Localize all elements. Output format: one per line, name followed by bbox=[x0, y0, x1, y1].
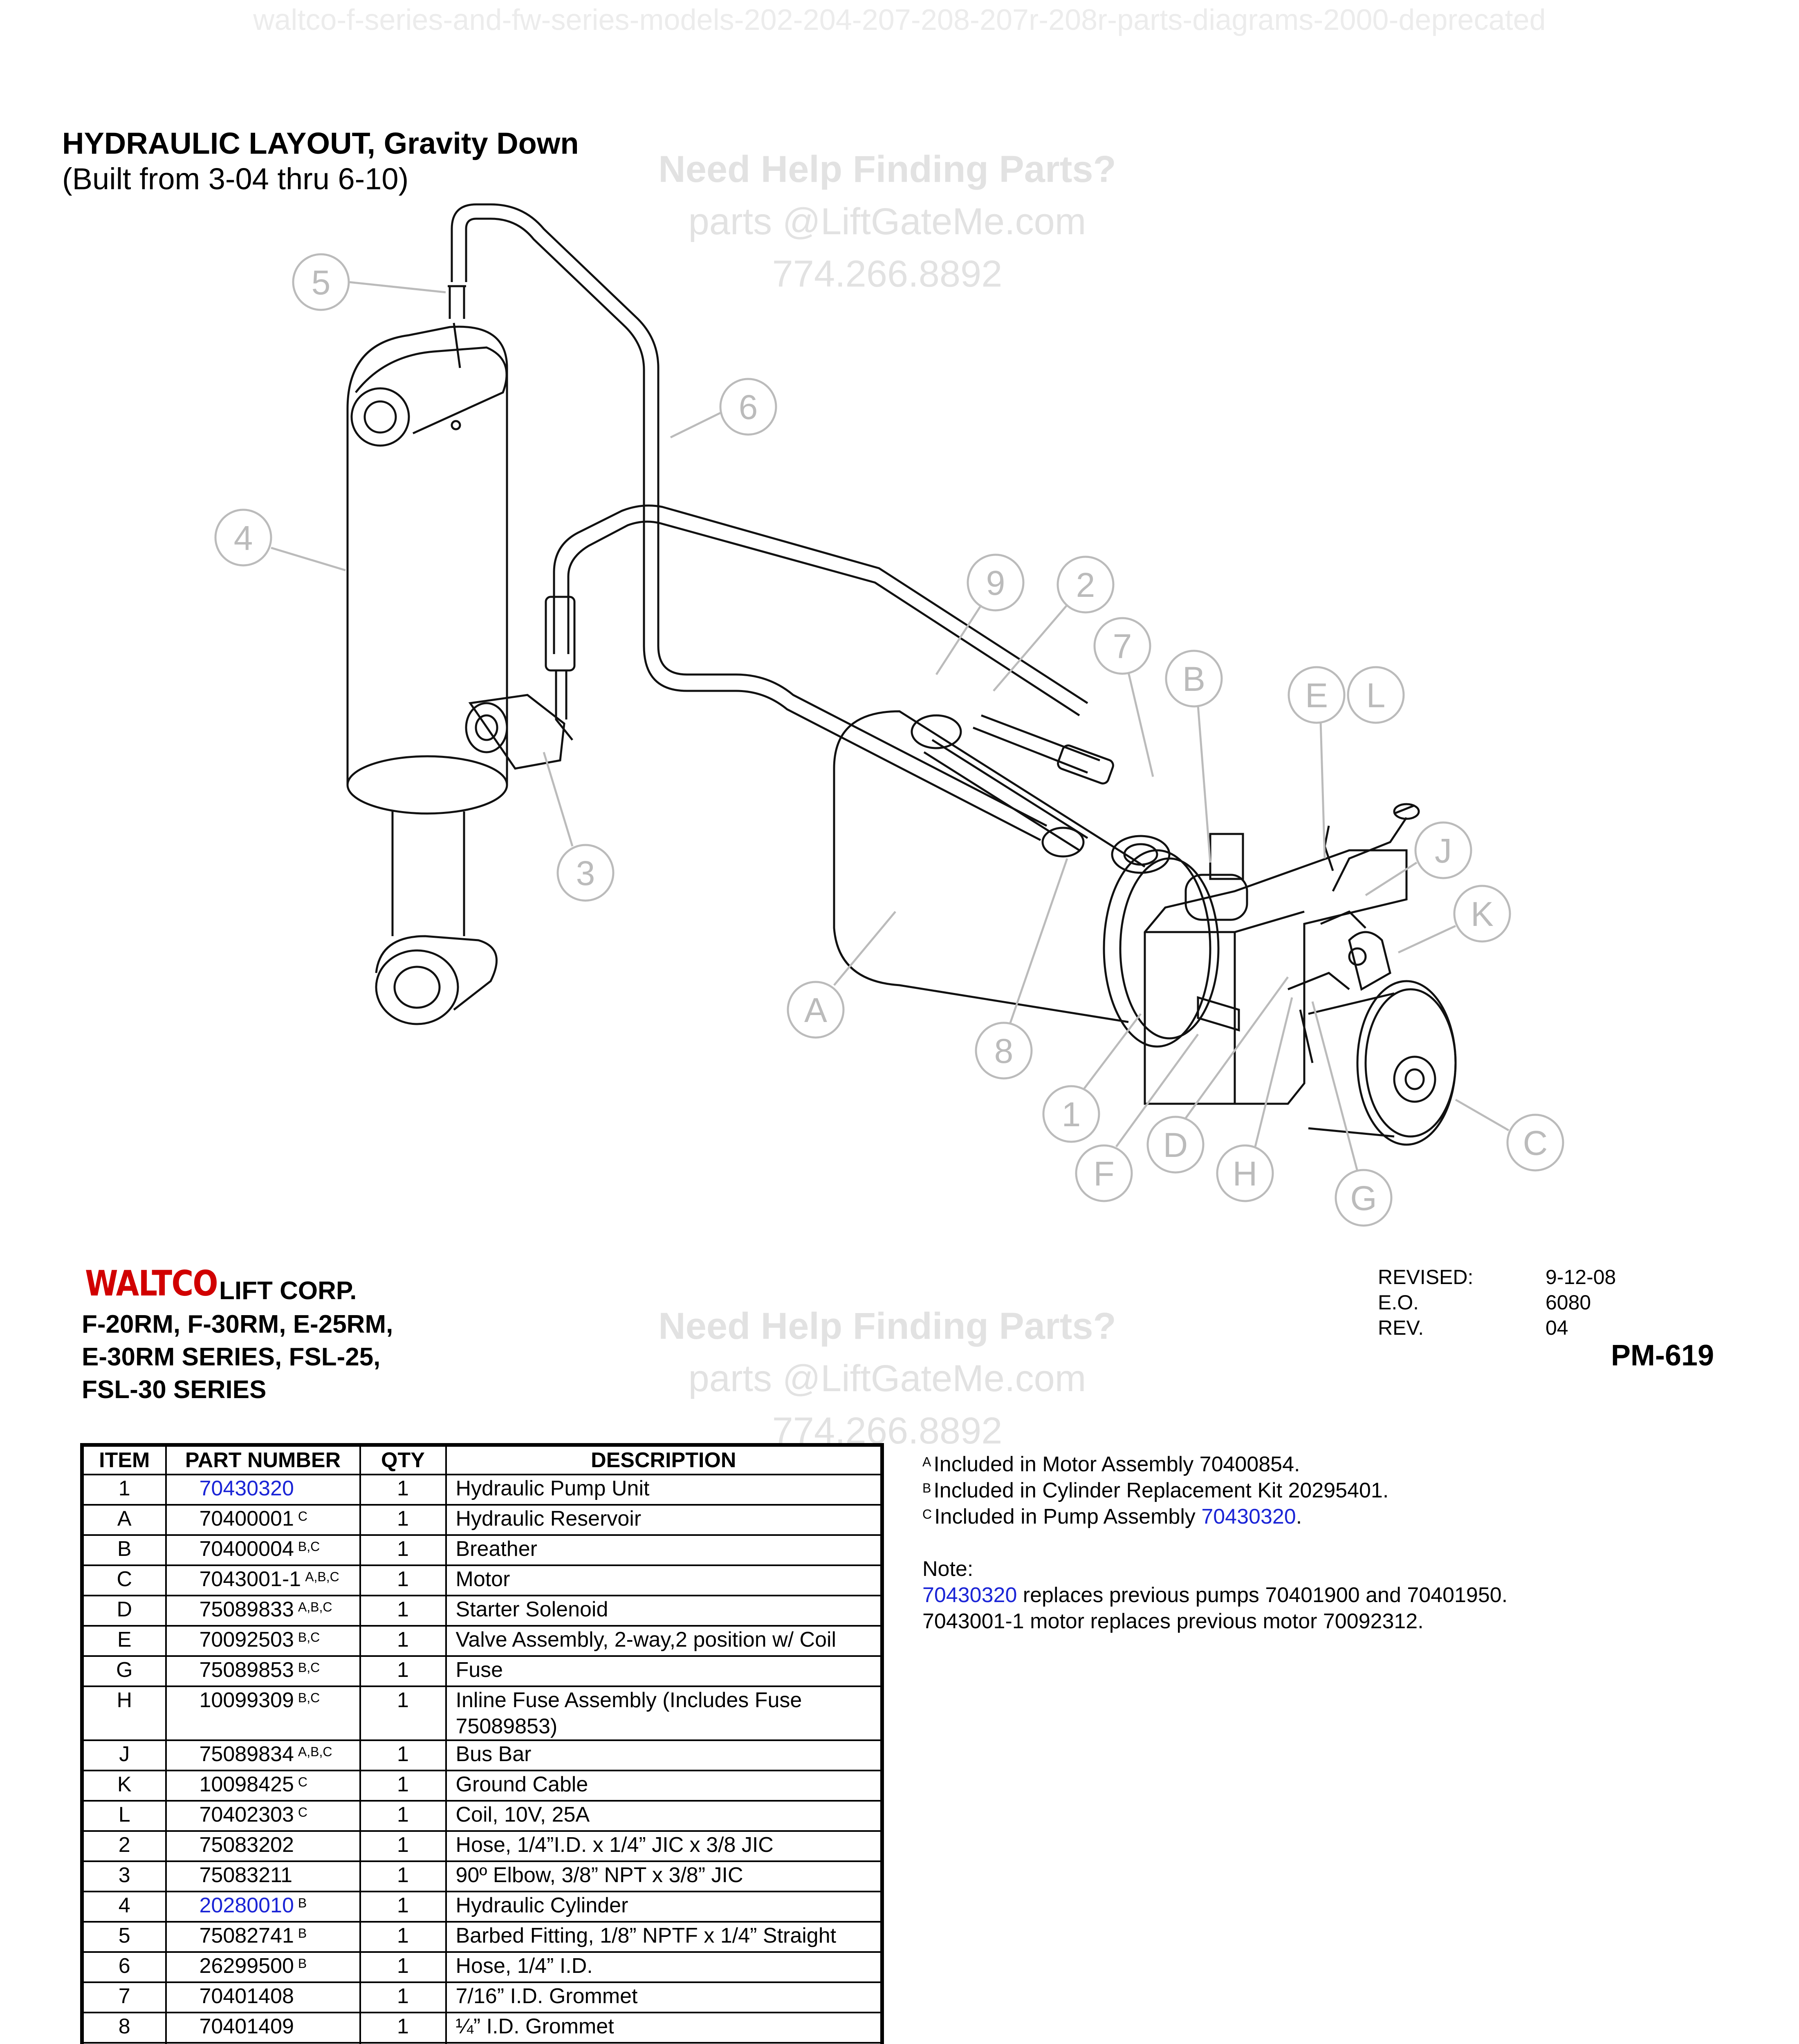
table-row bbox=[82, 1952, 882, 1982]
help-watermark-email: parts @LiftGateMe.com bbox=[688, 1358, 1086, 1399]
cell-qty: 1 bbox=[360, 1740, 446, 1771]
cell-qty: 1 bbox=[360, 1771, 446, 1801]
callout-2: 2 bbox=[1076, 566, 1095, 604]
cell-description: ¼” I.D. Grommet bbox=[446, 2013, 882, 2043]
cell-description: Hose, 1/4” I.D. bbox=[446, 1952, 882, 1982]
series-line-3: FSL-30 SERIES bbox=[82, 1376, 267, 1404]
table-row bbox=[82, 1656, 882, 1686]
cell-item: 4 bbox=[82, 1892, 166, 1922]
footnote-c-mark: C bbox=[922, 1507, 932, 1522]
cell-part-number bbox=[166, 2013, 360, 2043]
cell-qty: 1 bbox=[360, 1686, 446, 1740]
table-row bbox=[82, 1626, 882, 1656]
callout-f: F bbox=[1093, 1154, 1115, 1193]
footnote-b bbox=[922, 1477, 1781, 1504]
footnote-b-text: Included in Cylinder Replacement Kit 20295401. bbox=[933, 1479, 1389, 1502]
note-line-2: 7043001-1 motor replaces previous motor 70092312. bbox=[922, 1609, 1424, 1633]
cell-item: 5 bbox=[82, 1922, 166, 1952]
cell-description: Motor bbox=[446, 1565, 882, 1596]
part-number: 75083211 bbox=[199, 1863, 292, 1887]
cell-qty: 1 bbox=[360, 1801, 446, 1831]
table-row bbox=[82, 1982, 882, 2013]
note-label: Note: bbox=[922, 1557, 974, 1581]
cell-item: 8 bbox=[82, 2013, 166, 2043]
footnote-ref: B,C bbox=[298, 1690, 320, 1705]
note-line-1-text: replaces previous pumps 70401900 and 70401950. bbox=[1017, 1583, 1508, 1607]
footnote-ref: B bbox=[298, 1896, 307, 1910]
table-row bbox=[82, 1801, 882, 1831]
part-number: 7043001-1 bbox=[199, 1567, 301, 1591]
callout-3: 3 bbox=[576, 854, 595, 892]
page-subtitle: (Built from 3-04 thru 6-10) bbox=[62, 162, 409, 196]
help-watermark-phone: 774.266.8892 bbox=[772, 253, 1003, 295]
part-number: 70401409 bbox=[199, 2015, 294, 2038]
rev-value: 04 bbox=[1546, 1316, 1568, 1339]
cell-item: 1 bbox=[82, 1475, 166, 1505]
series-line-2: E-30RM SERIES, FSL-25, bbox=[82, 1343, 381, 1371]
cell-description: Fuse bbox=[446, 1656, 882, 1686]
table-row bbox=[82, 1892, 882, 1922]
table-row bbox=[82, 1475, 882, 1505]
callout-1: 1 bbox=[1061, 1095, 1081, 1134]
callout-6: 6 bbox=[738, 388, 758, 426]
cell-part-number bbox=[166, 1475, 360, 1505]
table-row bbox=[82, 1831, 882, 1861]
hydraulic-reservoir-drawing bbox=[834, 711, 1218, 1047]
callout-labels bbox=[234, 263, 1548, 1217]
cell-qty: 1 bbox=[360, 1596, 446, 1626]
footnote-ref: B bbox=[298, 1926, 307, 1941]
cell-item: C bbox=[82, 1565, 166, 1596]
cell-description: Hose, 1/4”I.D. x 1/4” JIC x 3/8 JIC bbox=[446, 1831, 882, 1861]
footnote-c-end: . bbox=[1296, 1505, 1302, 1529]
series-line-1: F-20RM, F-30RM, E-25RM, bbox=[82, 1310, 393, 1338]
table-row bbox=[82, 1861, 882, 1892]
cell-part-number bbox=[166, 1922, 360, 1952]
cell-item: H bbox=[82, 1686, 166, 1740]
cell-part-number bbox=[166, 1596, 360, 1626]
part-number: 70400001 bbox=[199, 1507, 294, 1531]
callout-d: D bbox=[1163, 1126, 1188, 1164]
footnote-a-mark: A bbox=[922, 1455, 931, 1469]
cell-item: 6 bbox=[82, 1952, 166, 1982]
part-number: 75083202 bbox=[199, 1833, 294, 1857]
footnote-ref: C bbox=[298, 1805, 307, 1820]
callout-e: E bbox=[1305, 676, 1328, 715]
header-part-number: PART NUMBER bbox=[166, 1445, 360, 1475]
cell-part-number bbox=[166, 1892, 360, 1922]
header-item: ITEM bbox=[82, 1445, 166, 1475]
revised-label: REVISED: bbox=[1378, 1266, 1474, 1289]
callout-b: B bbox=[1182, 660, 1206, 698]
page-code: PM-619 bbox=[1611, 1339, 1714, 1372]
part-number: 70400004 bbox=[199, 1537, 294, 1561]
footnote-ref: A,B,C bbox=[298, 1744, 332, 1759]
callout-h: H bbox=[1232, 1154, 1258, 1193]
callout-4: 4 bbox=[233, 519, 253, 557]
company-name: LIFT CORP. bbox=[219, 1277, 357, 1305]
cell-description: Ground Cable bbox=[446, 1771, 882, 1801]
part-number-link[interactable]: 70430320 bbox=[199, 1477, 294, 1500]
help-watermark-heading: Need Help Finding Parts? bbox=[658, 1305, 1116, 1347]
parts-table bbox=[80, 1443, 884, 2044]
footnote-ref: B,C bbox=[298, 1539, 320, 1554]
callout-5: 5 bbox=[311, 263, 331, 302]
cell-part-number bbox=[166, 1801, 360, 1831]
cell-part-number bbox=[166, 1686, 360, 1740]
part-number: 75082741 bbox=[199, 1924, 294, 1948]
cell-description: Coil, 10V, 25A bbox=[446, 1801, 882, 1831]
series-list bbox=[82, 1308, 572, 1406]
header-qty: QTY bbox=[360, 1445, 446, 1475]
footnote-ref: B,C bbox=[298, 1660, 320, 1675]
callout-a: A bbox=[804, 991, 828, 1029]
cell-qty: 1 bbox=[360, 1565, 446, 1596]
callout-9: 9 bbox=[986, 564, 1005, 602]
table-row bbox=[82, 1686, 882, 1740]
help-watermark-heading: Need Help Finding Parts? bbox=[658, 148, 1116, 190]
cell-qty: 1 bbox=[360, 1831, 446, 1861]
footnotes-block bbox=[922, 1451, 1781, 1634]
cell-part-number bbox=[166, 1535, 360, 1565]
part-number: 75089833 bbox=[199, 1598, 294, 1621]
footnote-a-text: Included in Motor Assembly 70400854. bbox=[933, 1452, 1300, 1476]
footnote-c-text: Included in Pump Assembly bbox=[934, 1505, 1202, 1529]
part-number: 10098425 bbox=[199, 1773, 294, 1796]
cell-item: 3 bbox=[82, 1861, 166, 1892]
cell-part-number bbox=[166, 1831, 360, 1861]
footnote-ref: A,B,C bbox=[305, 1569, 339, 1584]
help-watermark-lower bbox=[601, 1300, 1173, 1457]
footnote-ref: C bbox=[298, 1775, 307, 1789]
table-header-row bbox=[82, 1445, 882, 1475]
hydraulic-cylinder-drawing bbox=[348, 286, 564, 1024]
part-number: 70402303 bbox=[199, 1803, 294, 1827]
hose-lines-drawing bbox=[452, 204, 1115, 856]
footnote-ref: B,C bbox=[298, 1630, 320, 1645]
cell-part-number bbox=[166, 1505, 360, 1535]
part-number: 10099309 bbox=[199, 1688, 294, 1712]
cell-part-number bbox=[166, 1626, 360, 1656]
cell-item: J bbox=[82, 1740, 166, 1771]
eo-label: E.O. bbox=[1378, 1291, 1419, 1314]
cell-qty: 1 bbox=[360, 2013, 446, 2043]
cell-item: B bbox=[82, 1535, 166, 1565]
footnote-ref: C bbox=[298, 1509, 307, 1524]
page-title: HYDRAULIC LAYOUT, Gravity Down bbox=[62, 126, 579, 160]
table-row bbox=[82, 1922, 882, 1952]
cell-item: G bbox=[82, 1656, 166, 1686]
part-number: 75089853 bbox=[199, 1658, 294, 1682]
header-description: DESCRIPTION bbox=[446, 1445, 882, 1475]
cell-part-number bbox=[166, 1982, 360, 2013]
top-watermark: waltco-f-series-and-fw-series-models-202-204-207-208-207r-208r-parts-diagrams-2000-deprecated bbox=[253, 4, 1546, 36]
footnote-b-mark: B bbox=[922, 1481, 931, 1495]
cell-part-number bbox=[166, 1771, 360, 1801]
footnote-ref: B bbox=[298, 1956, 307, 1971]
cell-part-number bbox=[166, 1952, 360, 1982]
cell-qty: 1 bbox=[360, 1505, 446, 1535]
waltco-logo: WALTCO bbox=[85, 1263, 218, 1304]
cell-description: Hydraulic Reservoir bbox=[446, 1505, 882, 1535]
part-number: 70092503 bbox=[199, 1628, 294, 1652]
note-pump-link[interactable]: 70430320 bbox=[922, 1583, 1017, 1607]
cell-qty: 1 bbox=[360, 1922, 446, 1952]
callout-7: 7 bbox=[1113, 627, 1132, 666]
footnote-a bbox=[922, 1451, 1781, 1477]
cell-qty: 1 bbox=[360, 1861, 446, 1892]
cell-item: E bbox=[82, 1626, 166, 1656]
rev-label: REV. bbox=[1378, 1316, 1424, 1339]
table-row bbox=[82, 1535, 882, 1565]
cell-description: Inline Fuse Assembly (Includes Fuse 75089853) bbox=[446, 1686, 882, 1740]
note-line-1 bbox=[922, 1582, 1781, 1608]
cell-qty: 1 bbox=[360, 1892, 446, 1922]
cell-item: A bbox=[82, 1505, 166, 1535]
callout-j: J bbox=[1435, 831, 1452, 870]
cell-description: Breather bbox=[446, 1535, 882, 1565]
callout-g: G bbox=[1350, 1179, 1377, 1217]
cell-part-number bbox=[166, 1740, 360, 1771]
cell-description: Bus Bar bbox=[446, 1740, 882, 1771]
cell-qty: 1 bbox=[360, 1656, 446, 1686]
cell-part-number bbox=[166, 1656, 360, 1686]
cell-description: 7/16” I.D. Grommet bbox=[446, 1982, 882, 2013]
cell-qty: 1 bbox=[360, 1952, 446, 1982]
footnote-c bbox=[922, 1504, 1781, 1530]
part-number: 75089834 bbox=[199, 1742, 294, 1766]
table-row bbox=[82, 1505, 882, 1535]
cell-description: Hydraulic Cylinder bbox=[446, 1892, 882, 1922]
part-number-link[interactable]: 20280010 bbox=[199, 1894, 294, 1917]
footnote-c-link[interactable]: 70430320 bbox=[1201, 1505, 1296, 1529]
cell-qty: 1 bbox=[360, 1982, 446, 2013]
cell-item: 7 bbox=[82, 1982, 166, 2013]
help-watermark-phone: 774.266.8892 bbox=[772, 1410, 1003, 1452]
table-row bbox=[82, 1771, 882, 1801]
cell-description: Barbed Fitting, 1/8” NPTF x 1/4” Straight bbox=[446, 1922, 882, 1952]
cell-part-number bbox=[166, 1861, 360, 1892]
cell-item: K bbox=[82, 1771, 166, 1801]
cell-item: D bbox=[82, 1596, 166, 1626]
table-row bbox=[82, 1565, 882, 1596]
cell-item: L bbox=[82, 1801, 166, 1831]
cell-qty: 1 bbox=[360, 1626, 446, 1656]
help-watermark-email: parts @LiftGateMe.com bbox=[688, 201, 1086, 242]
callout-l: L bbox=[1366, 676, 1386, 715]
table-row bbox=[82, 1596, 882, 1626]
table-row bbox=[82, 2013, 882, 2043]
footnote-ref: A,B,C bbox=[298, 1600, 332, 1614]
callout-k: K bbox=[1470, 895, 1494, 933]
callout-markers bbox=[215, 254, 1563, 1226]
table-row bbox=[82, 1740, 882, 1771]
callout-8: 8 bbox=[994, 1032, 1014, 1070]
callout-c: C bbox=[1523, 1124, 1548, 1162]
cell-qty: 1 bbox=[360, 1535, 446, 1565]
revised-value: 9-12-08 bbox=[1546, 1266, 1616, 1289]
part-number: 26299500 bbox=[199, 1954, 294, 1978]
cell-qty: 1 bbox=[360, 1475, 446, 1505]
cell-part-number bbox=[166, 1565, 360, 1596]
cell-description: 90º Elbow, 3/8” NPT x 3/8” JIC bbox=[446, 1861, 882, 1892]
cell-description: Valve Assembly, 2-way,2 position w/ Coil bbox=[446, 1626, 882, 1656]
cell-description: Starter Solenoid bbox=[446, 1596, 882, 1626]
part-number: 70401408 bbox=[199, 1984, 294, 2008]
cell-item: 2 bbox=[82, 1831, 166, 1861]
cell-description: Hydraulic Pump Unit bbox=[446, 1475, 882, 1505]
eo-value: 6080 bbox=[1546, 1291, 1591, 1314]
